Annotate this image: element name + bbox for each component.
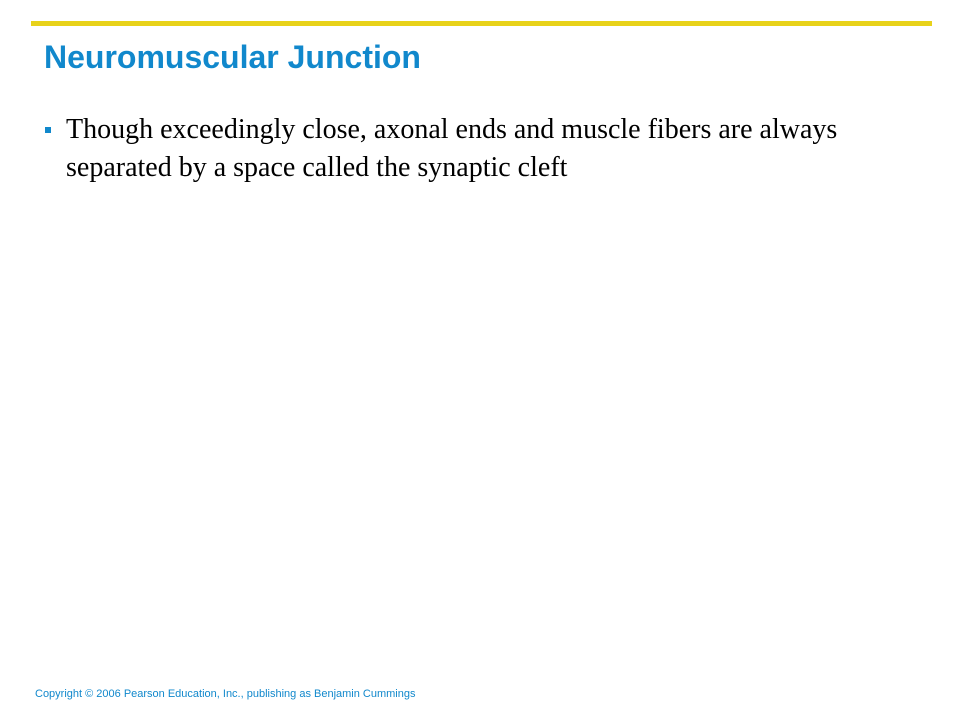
title-rule [31,21,932,26]
copyright-footer: Copyright © 2006 Pearson Education, Inc., publishing as Benjamin Cummings [35,688,416,700]
slide-title: Neuromuscular Junction [44,39,421,75]
bullet-text: Though exceedingly close, axonal ends and muscle fibers are always separated by a space called the synaptic cleft [66,114,838,183]
bullet-item [44,111,904,187]
square-bullet-icon [45,127,51,133]
bullet-list [44,111,904,187]
